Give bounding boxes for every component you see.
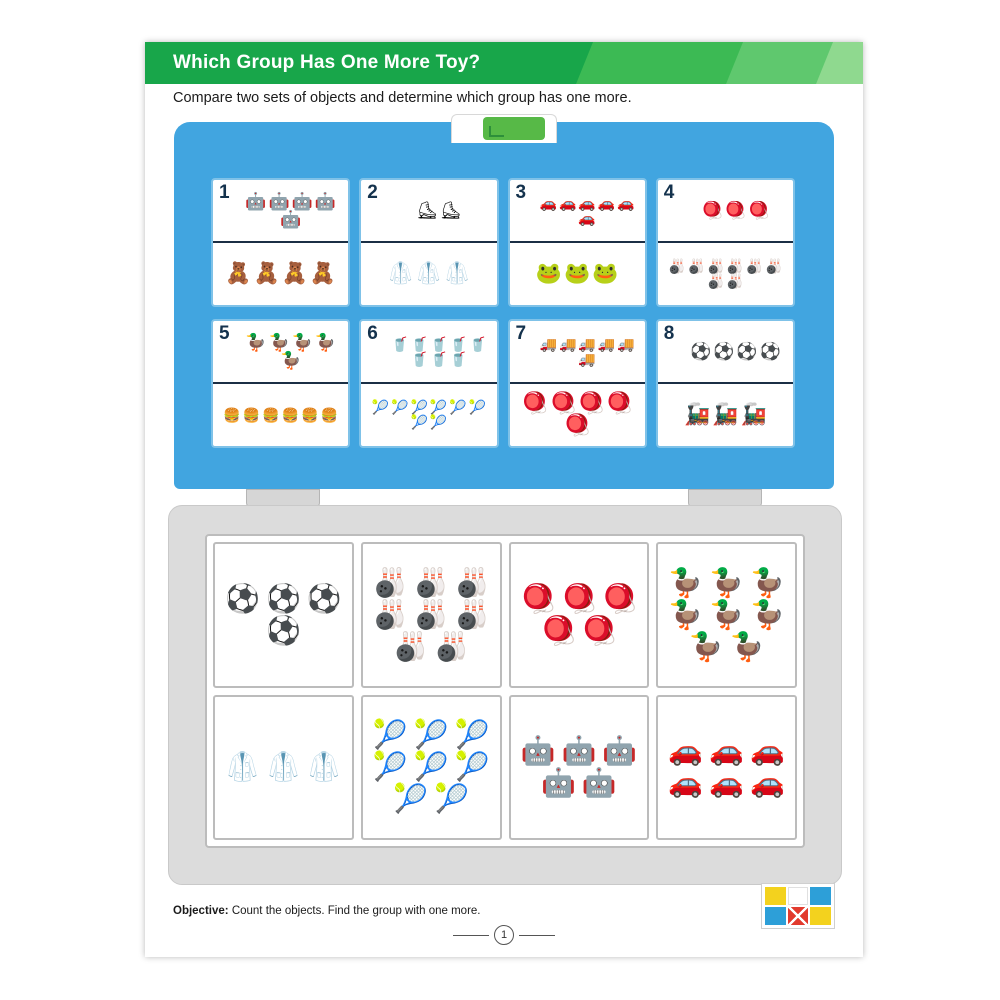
toy-soldier-icon: 🥼 (265, 751, 301, 783)
spinning-top-icon: 🪀 (747, 200, 770, 220)
icon-group-bowling-pin (363, 544, 500, 686)
toy-soldier-icon: 🥼 (443, 262, 471, 286)
robot-icon: 🤖 (245, 191, 267, 211)
problem-bottom-group (361, 243, 496, 306)
stacking-rings-icon: 🍔 (320, 406, 338, 423)
problem-number: 1 (219, 182, 230, 203)
stacking-cup-icon: 🥤 (410, 350, 429, 367)
icon-group-rubber-duck (213, 321, 348, 382)
stacking-cup-icon: 🥤 (391, 335, 409, 352)
tennis-ball-icon: 🎾 (449, 399, 467, 416)
stacking-rings-icon: 🍔 (301, 406, 319, 423)
bowling-pin-icon: 🎳 (413, 566, 449, 598)
toy-soldier-icon: 🥼 (415, 262, 442, 286)
problem-top-group (658, 321, 793, 384)
problem-cell-5[interactable] (211, 319, 350, 448)
problem-number: 4 (663, 182, 675, 203)
bowling-pin-icon: 🎳 (706, 273, 725, 290)
page-title: Which Group Has One More Toy? (173, 52, 481, 73)
problem-number: 5 (219, 323, 230, 344)
icon-group-stacking-rings (213, 384, 348, 447)
icon-group-bowling-pin (658, 243, 793, 306)
toy-car-icon: 🚗 (539, 194, 557, 211)
teddy-bear-icon: 🧸 (253, 262, 280, 286)
icon-group-dump-truck (510, 321, 645, 382)
problem-grid (211, 178, 795, 448)
green-tab-icon (483, 117, 545, 140)
rubber-duck-icon: 🦆 (291, 332, 313, 352)
soccer-ball-icon: ⚽ (265, 582, 301, 614)
stacking-rings-icon: 🍔 (242, 406, 261, 423)
bowling-pin-icon: 🎳 (706, 258, 725, 275)
answer-grid (213, 542, 797, 840)
tennis-ball-icon: 🎾 (429, 414, 448, 431)
objective (173, 905, 480, 917)
objective-text: Count the objects. Find the group with one more. (231, 905, 481, 917)
robot-icon: 🤖 (314, 191, 336, 211)
problem-top-group (658, 180, 793, 243)
spinning-top-icon: 🪀 (581, 614, 617, 646)
problem-cell-7[interactable] (508, 319, 647, 448)
logo-tile-5 (788, 907, 809, 925)
bowling-pin-icon: 🎳 (434, 630, 469, 662)
bowling-pin-icon: 🎳 (454, 598, 490, 630)
toy-car-icon: 🚗 (597, 194, 616, 211)
icon-group-soccer-ball (215, 544, 352, 686)
stacking-rings-icon: 🍔 (281, 406, 300, 423)
problem-cell-1[interactable] (211, 178, 350, 307)
rubber-duck-icon: 🦆 (245, 332, 267, 352)
tennis-ball-icon: 🎾 (434, 783, 469, 815)
toy-train-icon: 🚂 (740, 403, 767, 427)
frog-icon: 🐸 (564, 262, 591, 286)
rubber-duck-icon: 🦆 (314, 332, 336, 352)
robot-icon: 🤖 (280, 209, 302, 229)
page-number-value: 1 (494, 925, 514, 945)
page-rule-left (453, 935, 489, 936)
soccer-ball-icon: ⚽ (759, 341, 781, 361)
stacking-cup-icon: 🥤 (469, 335, 487, 352)
toy-car-icon: 🚗 (750, 767, 785, 799)
problem-top-group (510, 180, 645, 243)
problem-number: 2 (367, 182, 378, 203)
icon-group-spinning-top (510, 384, 645, 447)
rubber-duck-icon: 🦆 (750, 566, 785, 598)
answer-bank (205, 534, 805, 848)
toy-soldier-icon: 🥼 (225, 751, 260, 783)
icon-group-toy-train (658, 384, 793, 447)
ice-skate-icon: ⛸ (416, 200, 438, 220)
icon-group-tennis-ball (361, 384, 496, 447)
bowling-pin-icon: 🎳 (765, 258, 783, 275)
ice-skate-icon: ⛸ (439, 200, 462, 220)
problem-number: 7 (515, 323, 527, 344)
robot-icon: 🤖 (581, 767, 617, 799)
rubber-duck-icon: 🦆 (729, 630, 765, 662)
icon-group-robot (511, 697, 648, 839)
problem-bottom-group (658, 243, 793, 306)
rubber-duck-icon: 🦆 (750, 598, 785, 630)
spinning-top-icon: 🪀 (564, 414, 591, 438)
rubber-duck-icon: 🦆 (280, 350, 302, 370)
problem-bottom-group (658, 384, 793, 447)
tennis-ball-icon: 🎾 (413, 751, 449, 783)
problem-number: 6 (367, 323, 378, 344)
dump-truck-icon: 🚚 (578, 335, 596, 352)
answer-cell-1[interactable] (213, 542, 354, 688)
answer-cell-7[interactable] (509, 695, 650, 841)
icon-group-robot (213, 180, 348, 241)
spinning-top-icon: 🪀 (521, 392, 548, 416)
soccer-ball-icon: ⚽ (306, 582, 342, 614)
spinning-top-icon: 🪀 (578, 392, 605, 416)
problem-bottom-group (361, 384, 496, 447)
icon-group-toy-soldier (361, 243, 496, 306)
toy-train-icon: 🚂 (684, 403, 711, 427)
spinning-top-icon: 🪀 (541, 614, 576, 646)
problem-cell-6[interactable] (359, 319, 498, 448)
page-number (453, 925, 555, 945)
problem-top-group (361, 180, 496, 243)
stacking-cup-icon: 🥤 (449, 335, 468, 352)
robot-icon: 🤖 (291, 191, 313, 211)
bowling-pin-icon: 🎳 (726, 273, 744, 290)
page-subtitle: Compare two sets of objects and determine which group has one more. (173, 90, 632, 106)
logo-tile-4 (765, 907, 786, 925)
laptop-hinge (174, 489, 834, 505)
dump-truck-icon: 🚚 (617, 335, 635, 352)
teddy-bear-icon: 🧸 (225, 262, 252, 286)
dump-truck-icon: 🚚 (558, 335, 577, 352)
icon-group-spinning-top (511, 544, 648, 686)
bowling-pin-icon: 🎳 (372, 598, 408, 630)
problem-top-group (361, 321, 496, 384)
rubber-duck-icon: 🦆 (668, 598, 704, 630)
teddy-bear-icon: 🧸 (281, 262, 308, 286)
tennis-ball-icon: 🎾 (391, 399, 409, 416)
tennis-ball-icon: 🎾 (372, 751, 408, 783)
stacking-cup-icon: 🥤 (410, 335, 429, 352)
bowling-pin-icon: 🎳 (372, 566, 408, 598)
problem-bottom-group (213, 243, 348, 306)
objective-label: Objective: (173, 905, 229, 917)
stacking-cup-icon: 🥤 (430, 335, 448, 352)
tennis-ball-icon: 🎾 (454, 751, 490, 783)
rubber-duck-icon: 🦆 (709, 598, 745, 630)
icon-group-stacking-cup (361, 321, 496, 382)
answer-cell-8[interactable] (656, 695, 797, 841)
toy-car-icon: 🚗 (668, 767, 704, 799)
problem-top-group (213, 180, 348, 243)
tennis-ball-icon: 🎾 (393, 783, 429, 815)
laptop-base (168, 505, 842, 885)
toy-car-icon: 🚗 (578, 209, 596, 226)
soccer-ball-icon: ⚽ (225, 582, 260, 614)
problem-bottom-group (510, 243, 645, 306)
rubber-duck-icon: 🦆 (709, 566, 745, 598)
answer-cell-3[interactable] (509, 542, 650, 688)
problem-bottom-group (510, 384, 645, 447)
tennis-ball-icon: 🎾 (410, 414, 428, 431)
logo-tile-6 (810, 907, 831, 925)
tennis-ball-icon: 🎾 (454, 719, 490, 751)
worksheet-sheet (145, 42, 863, 957)
bowling-pin-icon: 🎳 (745, 258, 764, 275)
toy-car-icon: 🚗 (617, 194, 635, 211)
bowling-pin-icon: 🎳 (413, 598, 449, 630)
answer-cell-2[interactable] (361, 542, 502, 688)
robot-icon: 🤖 (602, 735, 638, 767)
tennis-ball-icon: 🎾 (413, 719, 449, 751)
icon-group-spinning-top (658, 180, 793, 241)
toy-car-icon: 🚗 (578, 194, 596, 211)
dump-truck-icon: 🚚 (578, 350, 596, 367)
rubber-duck-icon: 🦆 (668, 566, 704, 598)
icon-group-teddy-bear (213, 243, 348, 306)
tennis-ball-icon: 🎾 (429, 399, 448, 416)
laptop-screen (174, 122, 834, 489)
toy-car-icon: 🚗 (750, 735, 785, 767)
icon-group-toy-car (510, 180, 645, 241)
soccer-ball-icon: ⚽ (713, 341, 735, 361)
bowling-pin-icon: 🎳 (687, 258, 705, 275)
answer-cell-4[interactable] (656, 542, 797, 688)
answer-cell-5[interactable] (213, 695, 354, 841)
rubber-duck-icon: 🦆 (688, 630, 724, 662)
answer-cell-6[interactable] (361, 695, 502, 841)
dump-truck-icon: 🚚 (539, 335, 557, 352)
icon-group-frog (510, 243, 645, 306)
problem-cell-8[interactable] (656, 319, 795, 448)
soccer-ball-icon: ⚽ (690, 341, 712, 361)
stacking-rings-icon: 🍔 (223, 406, 241, 423)
problem-cell-4[interactable] (656, 178, 795, 307)
robot-icon: 🤖 (541, 767, 576, 799)
toy-car-icon: 🚗 (709, 767, 745, 799)
robot-icon: 🤖 (520, 735, 556, 767)
tennis-ball-icon: 🎾 (372, 719, 408, 751)
soccer-ball-icon: ⚽ (265, 614, 301, 646)
bowling-pin-icon: 🎳 (454, 566, 490, 598)
stacking-cup-icon: 🥤 (430, 350, 448, 367)
logo-tile-2 (788, 887, 809, 905)
spinning-top-icon: 🪀 (549, 392, 577, 416)
toy-train-icon: 🚂 (712, 403, 739, 427)
tennis-ball-icon: 🎾 (468, 399, 487, 416)
icon-group-toy-soldier (215, 697, 352, 839)
toy-car-icon: 🚗 (558, 194, 577, 211)
toy-soldier-icon: 🥼 (306, 751, 342, 783)
icon-group-ice-skate (361, 180, 496, 241)
problem-top-group (510, 321, 645, 384)
spinning-top-icon: 🪀 (724, 200, 746, 220)
bowling-pin-icon: 🎳 (393, 630, 429, 662)
stacking-cup-icon: 🥤 (449, 350, 468, 367)
problem-cell-2[interactable] (359, 178, 498, 307)
toy-car-icon: 🚗 (668, 735, 704, 767)
title-bar (145, 42, 863, 84)
icon-group-toy-car (658, 697, 795, 839)
icon-group-tennis-ball (363, 697, 500, 839)
spinning-top-icon: 🪀 (602, 582, 638, 614)
toy-car-icon: 🚗 (709, 735, 745, 767)
tennis-ball-icon: 🎾 (410, 399, 428, 416)
logo-tile-1 (765, 887, 786, 905)
problem-number: 3 (515, 182, 527, 203)
stacking-rings-icon: 🍔 (262, 406, 280, 423)
frog-icon: 🐸 (535, 262, 563, 286)
soccer-ball-icon: ⚽ (736, 341, 758, 361)
icon-group-rubber-duck (658, 544, 795, 686)
problem-bottom-group (213, 384, 348, 447)
spinning-top-icon: 🪀 (561, 582, 597, 614)
icon-group-soccer-ball (658, 321, 793, 382)
page-rule-right (519, 935, 555, 936)
logo-tile-3 (810, 887, 831, 905)
problem-cell-3[interactable] (508, 178, 647, 307)
rubber-duck-icon: 🦆 (268, 332, 290, 352)
spinning-top-icon: 🪀 (520, 582, 556, 614)
bowling-pin-icon: 🎳 (668, 258, 686, 275)
toy-soldier-icon: 🥼 (387, 262, 414, 286)
robot-icon: 🤖 (561, 735, 597, 767)
problem-top-group (213, 321, 348, 384)
bowling-pin-icon: 🎳 (726, 258, 744, 275)
publisher-logo (761, 883, 835, 929)
problem-number: 8 (663, 323, 675, 344)
frog-icon: 🐸 (592, 262, 619, 286)
spinning-top-icon: 🪀 (606, 392, 633, 416)
tennis-ball-icon: 🎾 (371, 399, 389, 416)
spinning-top-icon: 🪀 (701, 200, 723, 220)
teddy-bear-icon: 🧸 (309, 262, 336, 286)
dump-truck-icon: 🚚 (597, 335, 616, 352)
robot-icon: 🤖 (268, 191, 290, 211)
